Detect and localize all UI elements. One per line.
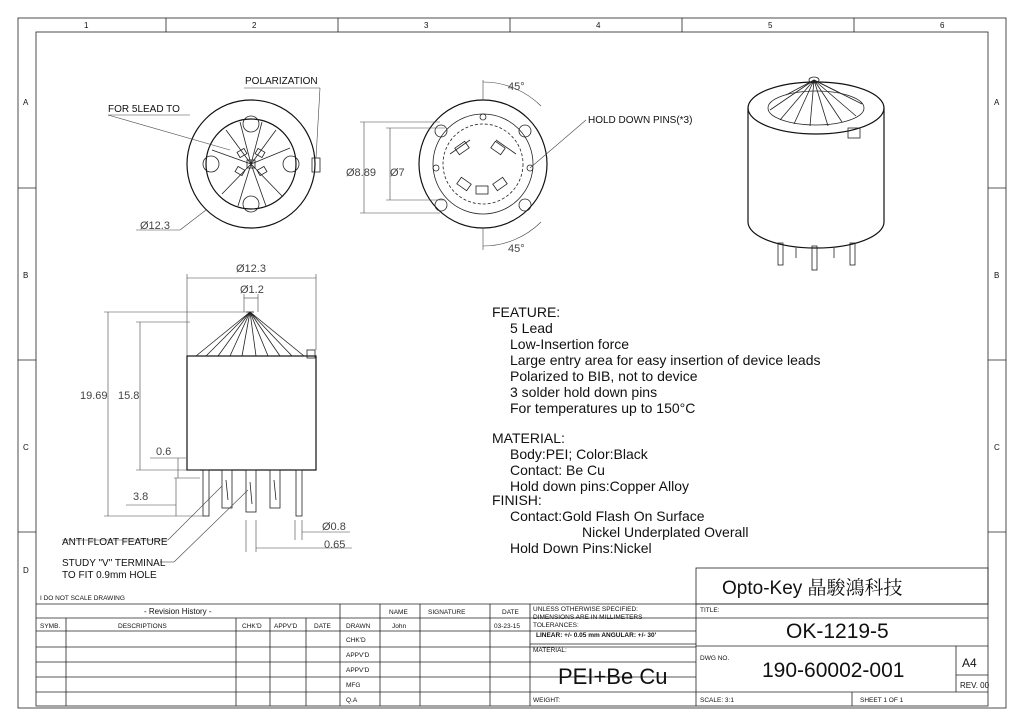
material-label: MATERIAL: [533, 647, 567, 654]
zone-row-d-left: D [23, 566, 29, 575]
revision-history-title: - Revision History - [144, 607, 212, 616]
col-name: NAME [389, 609, 408, 616]
material-item: Contact: Be Cu [510, 462, 605, 478]
zone-col-2: 2 [252, 21, 257, 30]
rev-col-desc: DESCRIPTIONS [118, 623, 167, 630]
col-date: DATE [502, 609, 519, 616]
label-for-5lead: FOR 5LEAD TO [108, 104, 180, 115]
isometric-view [748, 77, 884, 270]
material-value: PEI+Be Cu [558, 664, 668, 689]
dim-pin-width: 0.65 [324, 539, 346, 551]
rev-col-symb: SYMB. [40, 623, 61, 630]
row-mfg: MFG [346, 682, 361, 689]
finish-item: Nickel Underplated Overall [582, 524, 749, 540]
sheet-size: A4 [962, 656, 977, 670]
label-hold-down-pins: HOLD DOWN PINS(*3) [588, 115, 693, 126]
dim-angle-top: 45° [508, 81, 525, 93]
company-name: Opto-Key 晶駿鴻科技 [722, 578, 903, 599]
dim-top-diameter-side: Ø1.2 [240, 284, 264, 296]
dim-angle-bottom: 45° [508, 243, 525, 255]
row-qa: Q.A [346, 697, 358, 704]
tolerance-line: TOLERANCES: [533, 622, 579, 629]
feature-item: Large entry area for easy insertion of device leads [510, 352, 821, 368]
dim-pin-diameter: Ø0.8 [322, 521, 346, 533]
notes-finish-title: FINISH: [492, 492, 542, 508]
zone-col-4: 4 [596, 21, 601, 30]
zone-columns [166, 18, 854, 32]
zone-row-a-right: A [994, 98, 1000, 107]
feature-item: 5 Lead [510, 320, 553, 336]
notes-material-title: MATERIAL: [492, 430, 565, 446]
drawn-name: John [392, 623, 407, 630]
zone-row-b-right: B [994, 271, 1000, 280]
zone-col-6: 6 [940, 21, 945, 30]
zone-col-1: 1 [84, 21, 89, 30]
dim-total-height: 19.69 [80, 390, 108, 402]
zone-row-b-left: B [23, 271, 29, 280]
sheet-number: SHEET 1 OF 1 [860, 697, 904, 704]
weight-label: WEIGHT: [533, 697, 561, 704]
feature-item: Polarized to BIB, not to device [510, 368, 698, 384]
label-anti-float: ANTI FLOAT FEATURE [62, 537, 168, 548]
rev-col-date: DATE [314, 623, 331, 630]
row-appvd-1: APPV'D [346, 652, 370, 659]
zone-row-c-right: C [994, 443, 1000, 452]
row-drawn: DRAWN [346, 623, 371, 630]
dim-gap: 0.6 [156, 446, 172, 458]
title-label: TITLE: [700, 607, 720, 614]
row-appvd-2: APPV'D [346, 667, 370, 674]
no-scale-note: I DO NOT SCALE DRAWING [40, 595, 125, 602]
tolerance-line: UNLESS OTHERWISE SPECIFIED: [533, 606, 638, 613]
revision: REV. 00 [960, 681, 990, 690]
zone-row-a-left: A [23, 98, 29, 107]
dwg-no: 190-60002-001 [762, 659, 905, 682]
material-item: Hold down pins:Copper Alloy [510, 478, 689, 494]
dwg-no-label: DWG NO. [700, 655, 730, 662]
label-polarization: POLARIZATION [245, 76, 318, 87]
finish-item: Contact:Gold Flash On Surface [510, 508, 705, 524]
dim-body-height: 15.8 [118, 390, 140, 402]
zone-col-5: 5 [768, 21, 773, 30]
material-item: Body:PEI; Color:Black [510, 446, 648, 462]
col-signature: SIGNATURE [428, 609, 466, 616]
notes-feature-title: FEATURE: [492, 304, 561, 320]
bottom-view [360, 80, 586, 250]
scale: SCALE: 3:1 [700, 697, 734, 704]
tolerance-line: DIMENSIONS ARE IN MILLIMETERS [533, 614, 643, 621]
finish-item: Hold Down Pins:Nickel [510, 540, 652, 556]
part-title: OK-1219-5 [786, 620, 889, 643]
label-terminal-2: TO FIT 0.9mm HOLE [62, 570, 157, 581]
dim-body-diameter: Ø12.3 [236, 263, 266, 275]
row-chkd: CHK'D [346, 637, 366, 644]
feature-item: 3 solder hold down pins [510, 384, 658, 400]
drawn-date: 03-23-15 [494, 623, 521, 630]
dim-pin-height: 3.8 [133, 491, 149, 503]
rev-col-appvd: APPV'D [274, 623, 298, 630]
dim-outer-diameter: Ø8.89 [346, 167, 376, 179]
zone-col-3: 3 [424, 21, 429, 30]
label-terminal-1: STUDY "V" TERMINAL [62, 558, 166, 569]
dim-top-diameter: Ø12.3 [140, 220, 170, 232]
rev-col-chkd: CHK'D [242, 623, 262, 630]
tolerance-line: LINEAR: +/- 0.05 mm ANGULAR: +/- 30' [536, 632, 657, 639]
feature-item: For temperatures up to 150°C [510, 400, 696, 416]
dim-inner-diameter: Ø7 [390, 167, 405, 179]
zone-row-c-left: C [23, 443, 29, 452]
feature-item: Low-Insertion force [510, 336, 630, 352]
side-view [62, 274, 352, 562]
